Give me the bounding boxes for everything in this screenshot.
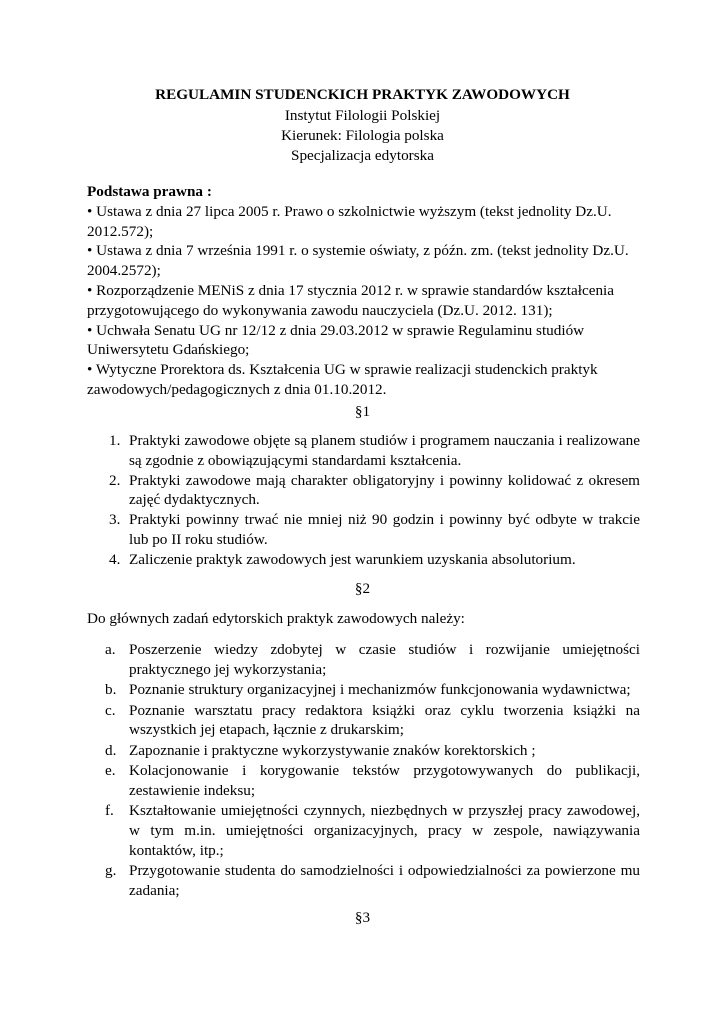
list-item [87, 550, 640, 570]
section-1-list [87, 431, 640, 570]
institute-name: Instytut Filologii Polskiej [284, 107, 441, 124]
list-item-text: Poszerzenie wiedzy zdobytej w czasie studiów i rozwijanie umiejętności praktycznego jej wykorzystania; [129, 641, 640, 678]
section-2-list [87, 640, 640, 902]
list-item [87, 680, 640, 700]
section-2-intro: Do głównych zadań edytorskich praktyk zawodowych należy: [87, 610, 465, 627]
list-item-text: Zaliczenie praktyk zawodowych jest warunkiem uzyskania absolutorium. [129, 550, 576, 568]
list-item-text: Poznanie warsztatu pracy redaktora książki oraz cyklu tworzenia książki na wszystkich jej etapach, łącznie z drukarskim; [129, 701, 640, 739]
legal-basis-item: • Rozporządzenie MENiS z dnia 17 stycznia 2012 r. w sprawie standardów kształcenia przygotowującego do wykonywania zawodu nauczyciela (Dz.U. 2012. 131); [87, 281, 615, 319]
list-item-marker: 4. [109, 550, 121, 568]
list-item [87, 861, 640, 901]
list-item-marker: c. [105, 701, 116, 719]
legal-basis-item: • Ustawa z dnia 27 lipca 2005 r. Prawo o szkolnictwie wyższym (tekst jednolity Dz.U. 2012.572); [87, 202, 612, 240]
list-item-text: Kształtowanie umiejętności czynnych, niezbędnych w przyszłej pracy zawodowej, w tym m.in. umiejętności organizacyjnych, pracy w zespole, nawiązywania kontaktów, itp.; [129, 802, 640, 859]
list-item [87, 801, 640, 860]
list-item-marker: b. [105, 681, 117, 699]
list-item [87, 741, 640, 761]
list-item-text: Przygotowanie studenta do samodzielności i odpowiedzialności za powierzone mu zadania; [129, 862, 640, 900]
list-item-marker: 1. [109, 432, 121, 449]
list-item [87, 471, 640, 511]
list-item [87, 510, 640, 550]
list-item [87, 761, 640, 801]
list-item-marker: 2. [109, 471, 121, 489]
list-item-marker: e. [105, 762, 116, 780]
list-item [87, 431, 640, 471]
list-item-marker: f. [105, 802, 114, 820]
legal-basis-item: • Ustawa z dnia 7 września 1991 r. o systemie oświaty, z późn. zm. (tekst jednolity Dz.U. 2004.2572); [87, 242, 629, 280]
list-item-text: Praktyki powinny trwać nie mniej niż 90 godzin i powinny być odbyte w trakcie lub po II roku studiów. [129, 511, 640, 548]
section-1-mark: §1 [354, 403, 371, 420]
legal-basis [87, 182, 647, 400]
legal-basis-item: • Wytyczne Prorektora ds. Kształcenia UG w sprawie realizacji studenckich praktyk zawodowych/pedagogicznych z dnia 01.10.2012. [87, 361, 598, 398]
field-of-study: Kierunek: Filologia polska [281, 127, 444, 144]
list-item [87, 701, 640, 741]
list-item-text: Poznanie struktury organizacyjnej i mechanizmów funkcjonowania wydawnictwa; [129, 681, 631, 699]
list-item-text: Praktyki zawodowe mają charakter obligatoryjny i powinny kolidować z okresem zajęć dydaktycznych. [129, 471, 640, 509]
document-title: REGULAMIN STUDENCKICH PRAKTYK ZAWODOWYCH [155, 86, 570, 103]
list-item-text: Zapoznanie i praktyczne wykorzystywanie znaków korektorskich ; [129, 741, 536, 759]
list-item [87, 640, 640, 680]
list-item-text: Praktyki zawodowe objęte są planem studiów i programem nauczania i realizowane są zgodnie z obowiązującymi standardami kształcenia. [129, 432, 640, 469]
list-item-marker: d. [105, 741, 117, 759]
list-item-marker: a. [105, 641, 116, 658]
list-item-marker: 3. [109, 511, 121, 529]
legal-basis-item: • Uchwała Senatu UG nr 12/12 z dnia 29.03.2012 w sprawie Regulaminu studiów Uniwersytetu Gdańskiego; [87, 321, 585, 359]
legal-basis-heading: Podstawa prawna : [87, 183, 212, 200]
section-2-mark: §2 [354, 580, 371, 597]
specialization: Specjalizacja edytorska [291, 147, 434, 164]
section-3-mark: §3 [354, 909, 371, 926]
list-item-marker: g. [105, 862, 117, 880]
list-item-text: Kolacjonowanie i korygowanie tekstów przygotowywanych do publikacji, zestawienie indeksu; [129, 762, 640, 799]
